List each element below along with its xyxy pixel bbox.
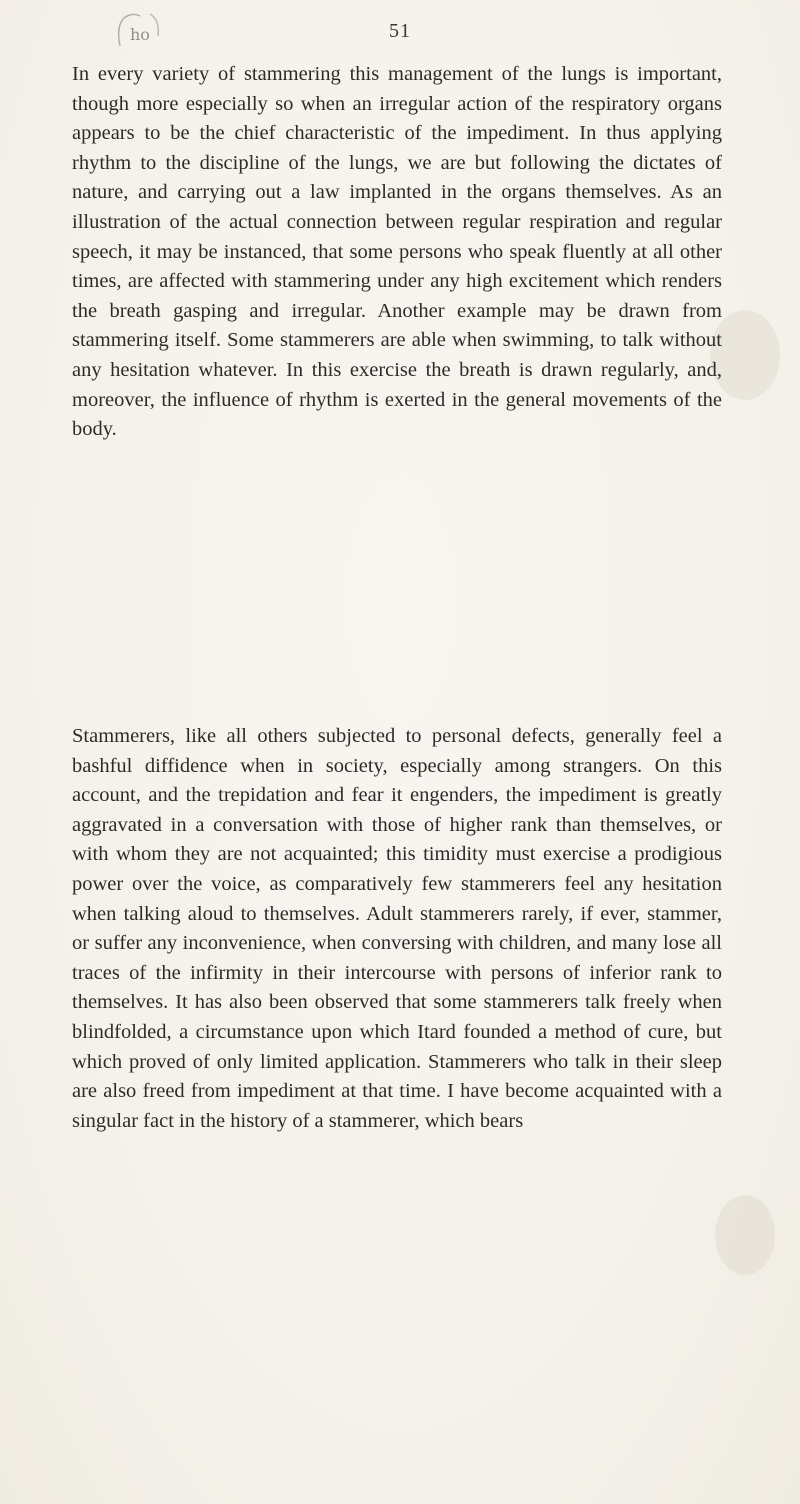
body-paragraph <box>72 722 722 1136</box>
body-paragraph <box>72 60 722 445</box>
paragraph-text: In every variety of stammering this management of the lungs is important, though more especially so when an irregular action of the respiratory organs appears to be the chief characteristic of the impediment. In thus applying rhythm to the discipline of the lungs, we are but following the dictates of nature, and carrying out a law implanted in the organs themselves. As an illustration of the actual connection between regular respiration and regular speech, it may be instanced, that some persons who speak fluently at all other times, are affected with stammering under any high excitement which renders the breath gasping and irregular. Another example may be drawn from stammering itself. Some stammerers are able when swimming, to talk without any hesitation whatever. In this exercise the breath is drawn regularly, and, moreover, the influence of rhythm is exerted in the general movements of the body. <box>72 63 722 441</box>
page-number: 51 <box>389 20 411 42</box>
paper-stain-icon <box>700 1180 790 1290</box>
stamp-text: ho <box>130 25 150 44</box>
paragraph-text: Stammerers, like all others subjected to personal defects, generally feel a bashful diffidence when in society, especially among strangers. On this account, and the trepidation and fear it engenders, the impediment is greatly aggravated in a conversation with those of higher rank than themselves, or with whom they are not acquainted; this timidity must exercise a prodigious power over the voice, as comparatively few stammerers feel any hesitation when talking aloud to themselves. Adult stammerers rarely, if ever, stammer, or suffer any inconvenience, when conversing with children, and many lose all traces of the infirmity in their intercourse with persons of inferior rank to themselves. It has also been observed that some stammerers talk freely when blindfolded, a circumstance upon which Itard founded a method of cure, but which proved of only limited application. Stammerers who talk in their sleep are also freed from impediment at that time. I have become acquainted with a singular fact in the history of a stammerer, which bears <box>72 725 722 1132</box>
